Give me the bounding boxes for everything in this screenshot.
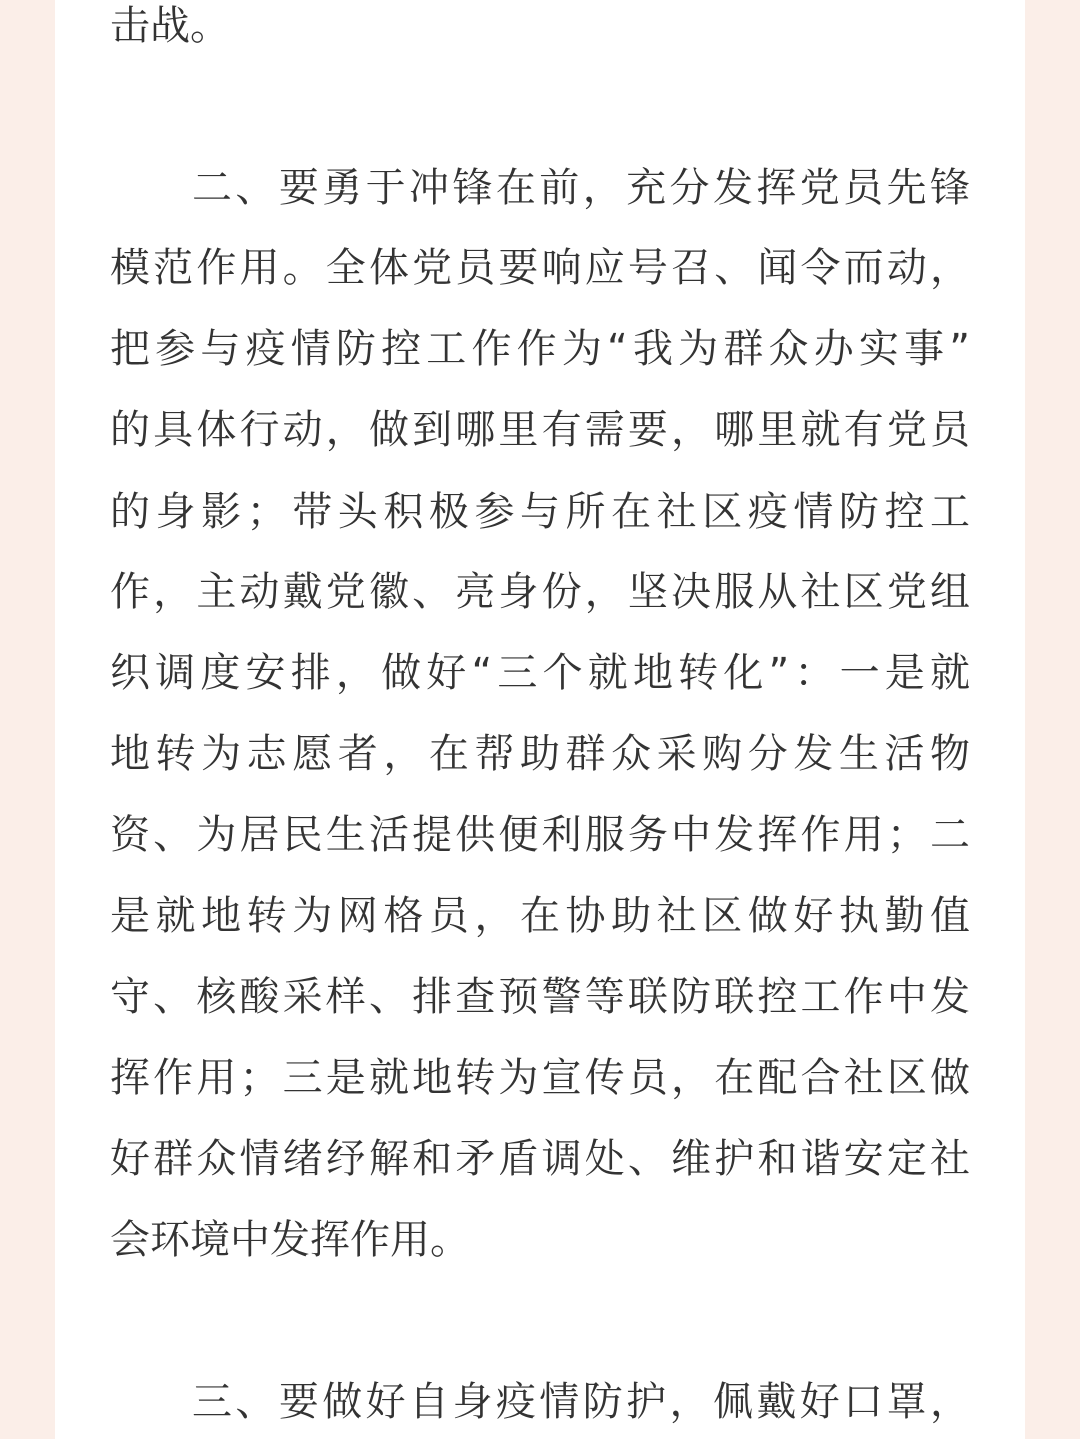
paragraph-2-line: 模范作用。全体党员要响应号召、闻令而动， [110,245,970,291]
paragraph-2-line: 挥作用；三是就地转为宣传员，在配合社区做 [110,1055,970,1101]
paragraph-3-line: 三、要做好自身疫情防护，佩戴好口罩， [192,1379,970,1425]
paragraph-2-line: 二、要勇于冲锋在前，充分发挥党员先锋 [192,165,970,211]
paragraph-2-line: 把参与疫情防控工作作为“我为群众办实事” [110,326,970,372]
paragraph-1-line: 击战。 [110,3,230,49]
paragraph-2-line: 作，主动戴党徽、亮身份，坚决服从社区党组 [110,569,970,615]
paragraph-2-line: 的身影；带头积极参与所在社区疫情防控工 [110,489,970,535]
paragraph-2-line: 是就地转为网格员，在协助社区做好执勤值 [110,893,970,939]
paragraph-2-line: 守、核酸采样、排查预警等联防联控工作中发 [110,974,970,1020]
paragraph-2-line: 会环境中发挥作用。 [110,1217,470,1263]
paragraph-2-line: 好群众情绪纾解和矛盾调处、维护和谐安定社 [110,1136,970,1182]
article-page [55,0,1025,1439]
paragraph-2-line: 地转为志愿者，在帮助群众采购分发生活物 [110,731,970,777]
paragraph-2-line: 资、为居民生活提供便利服务中发挥作用；二 [110,812,970,858]
paragraph-2-line: 的具体行动，做到哪里有需要，哪里就有党员 [110,407,970,453]
paragraph-2-line: 织调度安排，做好“三个就地转化”：一是就 [110,650,970,696]
